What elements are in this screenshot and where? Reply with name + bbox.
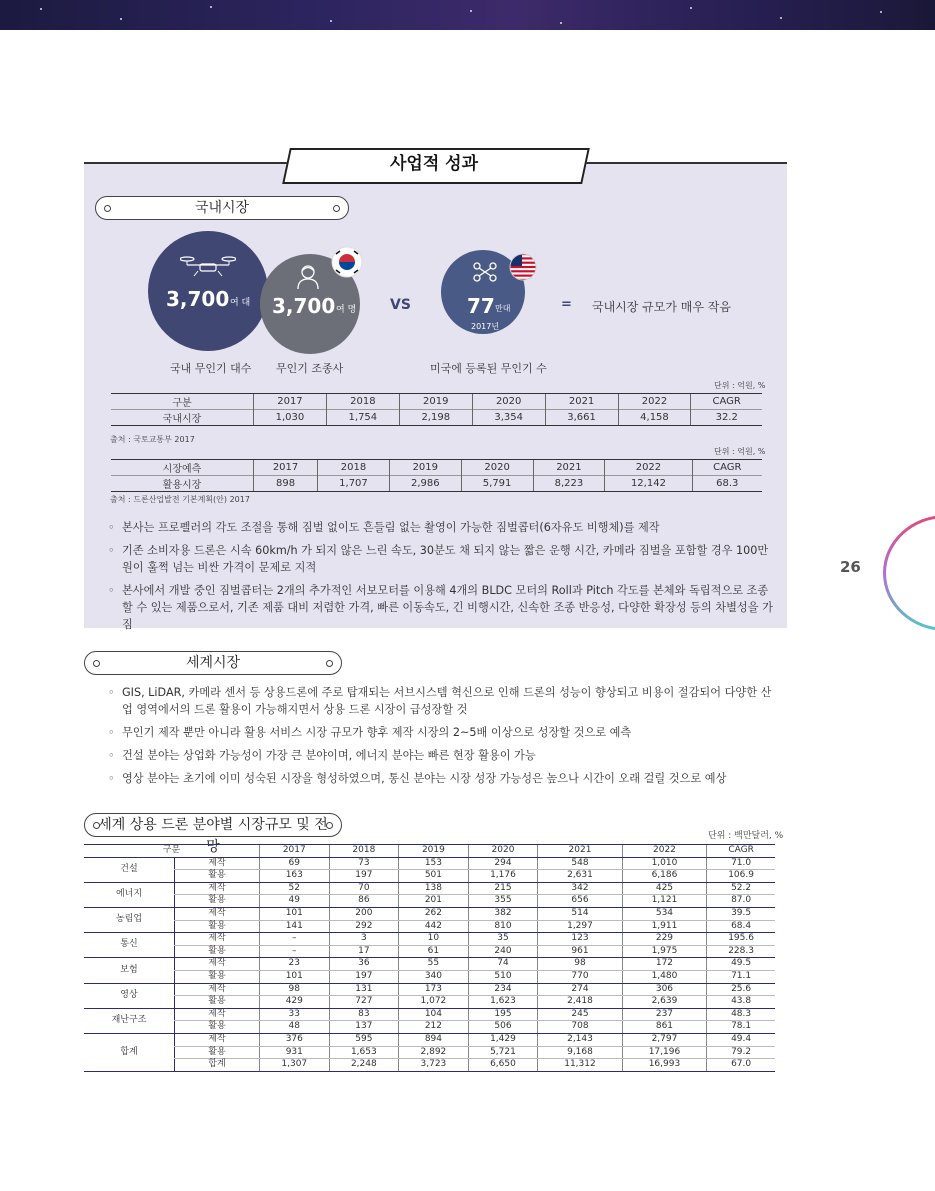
value-cell: 212 [399,1021,469,1034]
value-cell: 74 [468,958,538,971]
table2-unit: 단위 : 억원, % [714,447,766,456]
drones-unit: 여 대 [230,298,251,308]
page-number: 26 [840,558,861,576]
row-type-cell: 활용 [175,970,260,983]
value-cell: 86 [329,895,399,908]
value-cell: 195.6 [707,933,775,946]
value-cell: 342 [538,882,622,895]
sector-name-cell: 통신 [84,933,175,958]
domestic-bullets [108,519,776,639]
value-cell: 87.0 [707,895,775,908]
value-cell: 2,248 [329,1059,399,1072]
page-ring-decoration [883,515,935,631]
table1-header-row: 구분 2017 2018 2019 2020 2021 2022 CAGR [111,394,762,410]
table-row [84,933,775,946]
value-cell: 98 [260,983,330,996]
value-cell: 16,993 [622,1059,706,1072]
value-cell: 274 [538,983,622,996]
value-cell: 2,418 [538,996,622,1009]
us-count: 77 [467,294,495,318]
table-row [84,882,775,895]
row-type-cell: 활용 [175,1046,260,1059]
value-cell: 810 [468,920,538,933]
table-row [84,1008,775,1021]
value-cell: 1,480 [622,970,706,983]
value-cell: 49.5 [707,958,775,971]
drone-icon [180,255,236,277]
value-cell: 234 [468,983,538,996]
table-header-cell: 2020 [468,845,538,858]
value-cell: 3,723 [399,1059,469,1072]
sector-table-header-row [84,845,775,858]
section-label-sector-table: 세계 상용 드론 분야별 시장규모 및 전망 [84,813,342,837]
value-cell: 961 [538,945,622,958]
table-row [84,1046,775,1059]
value-cell: 163 [260,870,330,883]
value-cell: 240 [468,945,538,958]
page-title: 사업적 성과 [389,154,479,174]
table2-header-row: 시장예측 2017 2018 2019 2020 2021 2022 CAGR [111,460,762,476]
value-cell: 9,168 [538,1046,622,1059]
global-bullet: ◦ 건설 분야는 상업화 가능성이 가장 큰 분야이며, 에너지 분야는 빠른 현장 활용이 가능 [108,747,778,764]
korea-flag-icon [331,246,363,278]
sector-name-cell: 에너지 [84,882,175,907]
value-cell: 2,631 [538,870,622,883]
value-cell: 67.0 [707,1059,775,1072]
table-row [84,945,775,958]
value-cell: 2,143 [538,1033,622,1046]
value-cell: 861 [622,1021,706,1034]
value-cell: 195 [468,1008,538,1021]
value-cell: 237 [622,1008,706,1021]
value-cell: 68.4 [707,920,775,933]
value-cell: 215 [468,882,538,895]
value-cell: 1,429 [468,1033,538,1046]
value-cell: 229 [622,933,706,946]
value-cell: 245 [538,1008,622,1021]
value-cell: 727 [329,996,399,1009]
value-cell: 2,797 [622,1033,706,1046]
value-cell: 10 [399,933,469,946]
row-type-cell: 활용 [175,895,260,908]
section-label-global: 세계시장 [84,651,342,675]
row-type-cell: 제작 [175,1033,260,1046]
table-header-cell: 2019 [399,845,469,858]
domestic-bullet: ◦ 본사는 프로펠러의 각도 조절을 통해 짐벌 없이도 흔들림 없는 촬영이 가능한 짐벌콥터(6자유도 비행체)를 제작 [108,519,776,536]
value-cell: 17 [329,945,399,958]
drones-caption: 국내 무인기 대수 [170,362,252,375]
value-cell: – [260,933,330,946]
value-cell: 39.5 [707,907,775,920]
value-cell: 292 [329,920,399,933]
value-cell: 1,121 [622,895,706,908]
value-cell: 376 [260,1033,330,1046]
drones-circle [148,231,268,351]
row-type-cell: 활용 [175,920,260,933]
row-type-cell: 활용 [175,996,260,1009]
table-header-cell: 2021 [538,845,622,858]
value-cell: 894 [399,1033,469,1046]
domestic-bullet: ◦ 기존 소비자용 드론은 시속 60km/h 가 되지 않은 느린 속도, 30분도 채 되지 않는 짧은 운행 시간, 카메라 짐벌을 포함할 경우 100만원이 훌쩍 넘는 비싼 가격이 문제로 지적 [108,542,776,576]
table-header-cell: 2022 [622,845,706,858]
sector-name-cell: 재난구조 [84,1008,175,1033]
value-cell: 2,639 [622,996,706,1009]
value-cell: 153 [399,857,469,870]
row-type-cell: 제작 [175,1008,260,1021]
value-cell: 429 [260,996,330,1009]
equals-sign: = [561,297,572,312]
value-cell: 137 [329,1021,399,1034]
table-row [84,983,775,996]
global-bullet: ◦ GIS, LiDAR, 카메라 센서 등 상용드론에 주로 탑재되는 서브시스템 혁신으로 인해 드론의 성능이 향상되고 비용이 절감되어 다양한 산업 영역에서의 드론 활용이 가능해지면서 상용 드론 시장이 급성장할 것 [108,684,778,718]
value-cell: 425 [622,882,706,895]
value-cell: 1,297 [538,920,622,933]
table-row [84,970,775,983]
header-space-banner [0,0,935,30]
value-cell: 510 [468,970,538,983]
section-label-domestic: 국내시장 [95,196,349,220]
value-cell: 6,186 [622,870,706,883]
value-cell: – [260,945,330,958]
value-cell: 36 [329,958,399,971]
value-cell: 3 [329,933,399,946]
table-row [84,870,775,883]
value-cell: 17,196 [622,1046,706,1059]
table-row [84,996,775,1009]
value-cell: 33 [260,1008,330,1021]
value-cell: 69 [260,857,330,870]
value-cell: 656 [538,895,622,908]
us-year: 2017년 [471,322,500,331]
value-cell: 49.4 [707,1033,775,1046]
table-row [84,857,775,870]
value-cell: 708 [538,1021,622,1034]
domestic-bullet: ◦ 본사에서 개발 중인 짐벌콥터는 2개의 추가적인 서보모터를 이용해 4개의 BLDC 모터의 Roll과 Pitch 각도를 본체와 독립적으로 조종할 수 있는 제품으로서, 기존 제품 대비 저렴한 가격, 빠른 이동속도, 긴 비행시간, 신속한 조종 반응성, 다양한 확장성 등의 차별성을 가짐 [108,582,776,633]
global-bullets [108,684,778,793]
value-cell: 11,312 [538,1059,622,1072]
value-cell: 73 [329,857,399,870]
value-cell: 770 [538,970,622,983]
sector-name-cell: 합계 [84,1033,175,1071]
value-cell: 71.0 [707,857,775,870]
table-row [84,1059,775,1072]
value-cell: 1,975 [622,945,706,958]
pilot-icon [296,264,320,290]
value-cell: 340 [399,970,469,983]
row-type-cell: 활용 [175,1021,260,1034]
table2-source: 출처 : 드론산업발전 기본계획(안) 2017 [110,495,250,504]
value-cell: 534 [622,907,706,920]
value-cell: 1,623 [468,996,538,1009]
row-type-cell: 활용 [175,870,260,883]
value-cell: 78.1 [707,1021,775,1034]
row-type-cell: 제작 [175,983,260,996]
usa-flag-icon [509,253,537,281]
value-cell: 1,653 [329,1046,399,1059]
table-header-cell: 2018 [329,845,399,858]
global-bullet: ◦ 영상 분야는 초기에 이미 성숙된 시장을 형성하였으며, 통신 분야는 시장 성장 가능성은 높으나 시간이 오래 걸릴 것으로 예상 [108,770,778,787]
value-cell: 172 [622,958,706,971]
pilots-count: 3,700 [272,294,336,318]
value-cell: 106.9 [707,870,775,883]
value-cell: 48.3 [707,1008,775,1021]
value-cell: 201 [399,895,469,908]
value-cell: 71.1 [707,970,775,983]
row-type-cell: 제작 [175,882,260,895]
value-cell: 138 [399,882,469,895]
value-cell: 25.6 [707,983,775,996]
value-cell: 228.3 [707,945,775,958]
table1-data-row: 국내시장 1,030 1,754 2,198 3,354 3,661 4,158 32.2 [111,410,762,426]
sector-name-cell: 영상 [84,983,175,1008]
value-cell: 173 [399,983,469,996]
table-header-cell: 2017 [260,845,330,858]
table2-data-row: 활용시장 898 1,707 2,986 5,791 8,223 12,142 68.3 [111,476,762,492]
table-row [84,907,775,920]
us-caption: 미국에 등록된 무인기 수 [430,362,547,375]
value-cell: 83 [329,1008,399,1021]
drones-count: 3,700 [166,287,230,311]
value-cell: 294 [468,857,538,870]
table-row [84,958,775,971]
sector-name-cell: 건설 [84,857,175,882]
value-cell: 1,010 [622,857,706,870]
value-cell: 98 [538,958,622,971]
value-cell: 382 [468,907,538,920]
value-cell: 1,307 [260,1059,330,1072]
domestic-conclusion: 국내시장 규모가 매우 작음 [592,300,731,314]
value-cell: 141 [260,920,330,933]
value-cell: 548 [538,857,622,870]
value-cell: 506 [468,1021,538,1034]
table-row [84,1033,775,1046]
row-type-cell: 제작 [175,933,260,946]
forecast-market-table [111,459,762,492]
quadcopter-icon [473,262,497,282]
pilots-caption: 무인기 조종사 [276,362,344,375]
sector-table-unit: 단위 : 백만달러, % [708,831,784,841]
value-cell: 1,911 [622,920,706,933]
table1-unit: 단위 : 억원, % [714,381,766,390]
domestic-market-table [111,393,762,426]
sector-name-cell: 보험 [84,958,175,983]
value-cell: 501 [399,870,469,883]
table-row [84,920,775,933]
row-type-cell: 제작 [175,857,260,870]
value-cell: 48 [260,1021,330,1034]
sector-market-table [84,844,775,1072]
value-cell: 131 [329,983,399,996]
global-bullet: ◦ 무인기 제작 뿐만 아니라 활용 서비스 시장 규모가 향후 제작 시장의 2~5배 이상으로 성장할 것으로 예측 [108,724,778,741]
value-cell: 49 [260,895,330,908]
row-type-cell: 합계 [175,1059,260,1072]
value-cell: 2,892 [399,1046,469,1059]
value-cell: 35 [468,933,538,946]
value-cell: 101 [260,907,330,920]
value-cell: 104 [399,1008,469,1021]
vs-label: VS [390,297,411,313]
table-header-cell: 구분 [84,845,260,858]
sector-name-cell: 농림업 [84,907,175,932]
row-type-cell: 제작 [175,907,260,920]
value-cell: 5,721 [468,1046,538,1059]
value-cell: 595 [329,1033,399,1046]
value-cell: 197 [329,870,399,883]
value-cell: 101 [260,970,330,983]
value-cell: 442 [399,920,469,933]
row-type-cell: 활용 [175,945,260,958]
row-type-cell: 제작 [175,958,260,971]
value-cell: 355 [468,895,538,908]
value-cell: 200 [329,907,399,920]
value-cell: 306 [622,983,706,996]
value-cell: 55 [399,958,469,971]
table-header-cell: CAGR [707,845,775,858]
value-cell: 52.2 [707,882,775,895]
value-cell: 52 [260,882,330,895]
us-unit: 만대 [495,304,511,313]
value-cell: 123 [538,933,622,946]
value-cell: 70 [329,882,399,895]
value-cell: 23 [260,958,330,971]
value-cell: 6,650 [468,1059,538,1072]
value-cell: 1,176 [468,870,538,883]
table1-source: 출처 : 국토교통부 2017 [110,435,195,444]
value-cell: 79.2 [707,1046,775,1059]
value-cell: 931 [260,1046,330,1059]
value-cell: 1,072 [399,996,469,1009]
table-row [84,1021,775,1034]
value-cell: 43.8 [707,996,775,1009]
pilots-unit: 여 명 [336,305,357,315]
value-cell: 262 [399,907,469,920]
value-cell: 61 [399,945,469,958]
table-row [84,895,775,908]
value-cell: 514 [538,907,622,920]
value-cell: 197 [329,970,399,983]
